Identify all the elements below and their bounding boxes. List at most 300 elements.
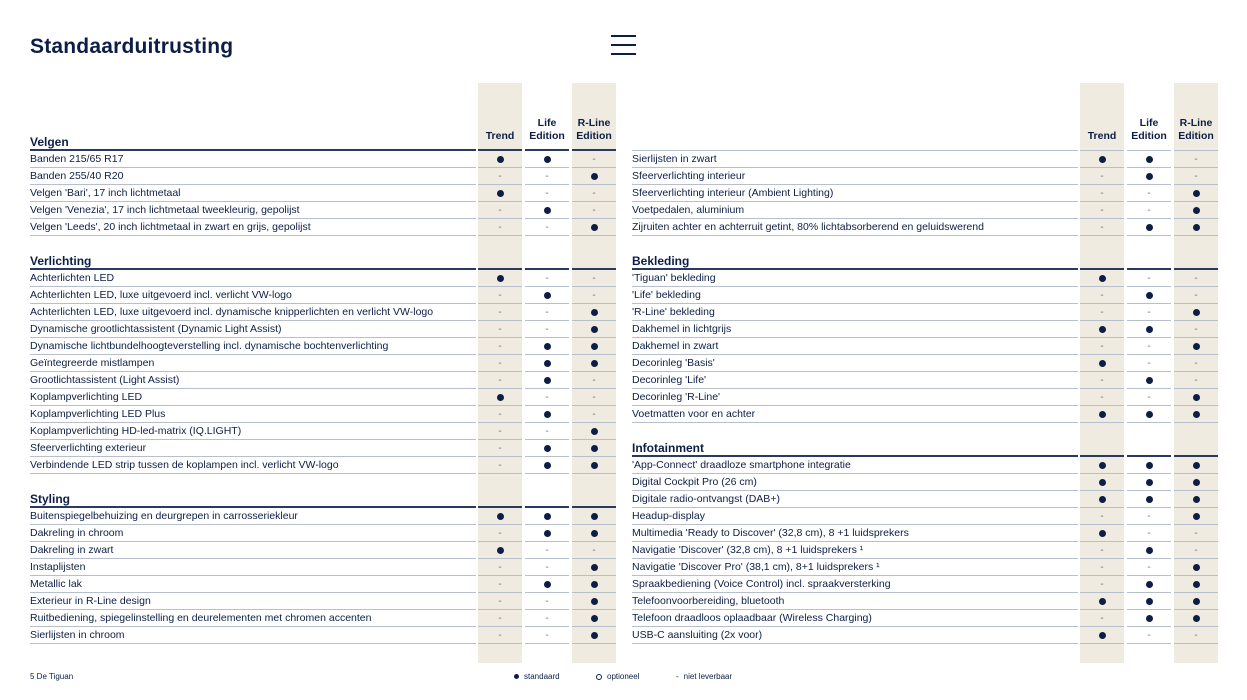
row-divider [632,286,1078,287]
row-divider [30,218,476,219]
not-available-dash: - [1100,307,1104,318]
filled-dot-icon [1099,530,1106,537]
equipment-label: Telefoon draadloos oplaadbaar (Wireless Charging) [632,612,872,624]
standard-dot-icon [525,338,569,355]
filled-dot-icon [1193,615,1200,622]
not-available-dash: - [1100,205,1104,216]
standard-dot-icon [1174,304,1218,321]
not-available-dash: - [545,324,549,335]
not-available-dash: - [498,613,502,624]
row-divider [30,575,476,576]
equipment-label: 'Tiguan' bekleding [632,272,716,284]
not-available-dash: - [498,341,502,352]
row-divider [30,388,476,389]
not-available-dash: - [1194,273,1198,284]
not-available-dash: - [1100,579,1104,590]
equipment-label: Instaplijsten [30,561,86,573]
dash-icon: - [676,672,679,681]
equipment-label: Achterlichten LED [30,272,115,284]
hamburger-menu-icon[interactable] [611,35,636,56]
not-available-dash: - [498,409,502,420]
standard-dot-icon [1080,491,1124,508]
standard-dot-icon [1174,406,1218,423]
standard-dot-icon [1127,576,1171,593]
equipment-label: Voetmatten voor en achter [632,408,756,420]
standard-dot-icon [1080,355,1124,372]
not-available-dash: - [498,579,502,590]
standard-dot-icon [525,525,569,542]
section-title: Verlichting [30,254,92,268]
row-divider [632,507,1078,508]
equipment-label: Dakreling in zwart [30,544,114,556]
filled-dot-icon [497,513,504,520]
equipment-label: Ruitbediening, spiegelinstelling en deurelementen met chromen accenten [30,612,372,624]
not-available-dash: - [498,324,502,335]
not-available-dash: - [498,171,502,182]
column-header-text: Edition [1178,130,1214,142]
equipment-label: Decorinleg 'Life' [632,374,707,386]
row-divider [632,235,1078,236]
filled-dot-icon [1146,547,1153,554]
not-available-dash: - [1194,630,1198,641]
filled-dot-icon [1193,411,1200,418]
standard-dot-icon [572,304,616,321]
not-available-dash: - [1147,562,1151,573]
not-available-dash: - [1194,545,1198,556]
row-divider [30,524,476,525]
row-divider [30,626,476,627]
standard-dot-icon [525,355,569,372]
equipment-label: Banden 255/40 R20 [30,170,124,182]
row-divider [30,541,476,542]
row-divider [30,320,476,321]
row-divider [632,371,1078,372]
equipment-label: Sierlijsten in zwart [632,153,717,165]
row-divider [30,149,476,151]
standard-dot-icon [1080,525,1124,542]
filled-dot-icon [1146,462,1153,469]
equipment-label: Koplampverlichting HD-led-matrix (IQ.LIGHT) [30,425,242,437]
standard-dot-icon [1174,491,1218,508]
not-available-dash: - [545,392,549,403]
filled-dot-icon [1099,632,1106,639]
column-header-text: Edition [1131,130,1167,142]
standard-dot-icon [1080,151,1124,168]
column-header-text: Life [1139,117,1159,129]
not-available-dash: - [1100,613,1104,624]
not-available-dash: - [592,545,596,556]
standard-dot-icon [572,627,616,644]
filled-dot-icon [1146,377,1153,384]
filled-dot-icon [591,513,598,520]
row-divider [632,524,1078,525]
filled-dot-icon [591,598,598,605]
column-header-trend [1079,83,1125,150]
filled-dot-icon [544,156,551,163]
equipment-label: Velgen 'Venezia', 17 inch lichtmetaal tweekleurig, gepolijst [30,204,300,216]
row-divider [30,354,476,355]
column-header-life-edition [1126,83,1172,150]
standard-dot-icon [478,508,522,525]
section-title: Velgen [30,135,69,149]
section-title: Bekleding [632,254,690,268]
not-available-dash: - [1147,511,1151,522]
filled-dot-icon [1193,598,1200,605]
not-available-dash: - [498,222,502,233]
page-footer: 5 De Tiguan [30,672,74,681]
filled-dot-icon [1193,479,1200,486]
row-divider [30,371,476,372]
not-available-dash: - [1100,562,1104,573]
column-header-text: R-Line [1179,117,1213,129]
standard-dot-icon [572,168,616,185]
row-divider [30,506,476,508]
standard-dot-icon [572,440,616,457]
not-available-dash: - [1100,290,1104,301]
open-circle-icon [596,674,602,680]
not-available-dash: - [1100,171,1104,182]
equipment-label: Decorinleg 'R-Line' [632,391,721,403]
standard-dot-icon [572,338,616,355]
row-divider [632,388,1078,389]
not-available-dash: - [498,460,502,471]
not-available-dash: - [592,409,596,420]
page-title: Standaarduitrusting [30,35,234,58]
equipment-label: Digital Cockpit Pro (26 cm) [632,476,757,488]
standard-dot-icon [478,151,522,168]
not-available-dash: - [1147,205,1151,216]
column-header-text: R-Line [577,117,611,129]
filled-dot-icon [1146,496,1153,503]
filled-dot-icon [591,462,598,469]
filled-dot-icon [1193,207,1200,214]
not-available-dash: - [545,222,549,233]
row-divider [632,558,1078,559]
filled-dot-icon [591,224,598,231]
equipment-label: Telefoonvoorbereiding, bluetooth [632,595,785,607]
standard-dot-icon [1080,321,1124,338]
equipment-label: Velgen 'Bari', 17 inch lichtmetaal [30,187,181,199]
filled-dot-icon [1099,360,1106,367]
filled-dot-icon [1099,156,1106,163]
equipment-label: Dynamische grootlichtassistent (Dynamic Light Assist) [30,323,282,335]
not-available-dash: - [498,630,502,641]
equipment-label: Achterlichten LED, luxe uitgevoerd incl. dynamische knipperlichten en verlicht VW-logo [30,306,434,318]
filled-dot-icon [1193,462,1200,469]
not-available-dash: - [545,630,549,641]
filled-dot-icon [544,445,551,452]
row-divider [632,473,1078,474]
equipment-label: Sfeerverlichting interieur (Ambient Lighting) [632,187,834,199]
standard-dot-icon [525,440,569,457]
not-available-dash: - [545,545,549,556]
filled-dot-icon [1193,309,1200,316]
standard-dot-icon [1127,287,1171,304]
standard-dot-icon [572,525,616,542]
row-divider [632,354,1078,355]
equipment-label: Voetpedalen, aluminium [632,204,745,216]
not-available-dash: - [1100,222,1104,233]
not-available-dash: - [1147,392,1151,403]
not-available-dash: - [498,307,502,318]
not-available-dash: - [498,205,502,216]
filled-dot-icon [591,581,598,588]
standard-dot-icon [1174,338,1218,355]
column-header-text: Edition [576,130,612,142]
row-divider [30,184,476,185]
standard-dot-icon [1127,474,1171,491]
row-divider [30,405,476,406]
row-divider [30,303,476,304]
equipment-label: Multimedia 'Ready to Discover' (32,8 cm), 8 +1 luidsprekers [632,527,909,539]
not-available-dash: - [498,562,502,573]
standard-dot-icon [525,576,569,593]
standard-dot-icon [1174,202,1218,219]
equipment-label: Navigatie 'Discover' (32,8 cm), 8 +1 luidsprekers ¹ [632,544,864,556]
column-header-trend [477,83,523,150]
filled-dot-icon [1099,411,1106,418]
filled-dot-icon [591,428,598,435]
not-available-dash: - [592,375,596,386]
row-divider [632,626,1078,627]
equipment-label: Metallic lak [30,578,82,590]
filled-dot-icon [544,513,551,520]
filled-dot-icon [497,275,504,282]
filled-dot-icon [1146,224,1153,231]
not-available-dash: - [1100,341,1104,352]
standard-dot-icon [1127,542,1171,559]
standard-dot-icon [478,270,522,287]
legend-niet-leverbaar: - niet leverbaar [676,672,733,681]
not-available-dash: - [545,562,549,573]
filled-dot-icon [1146,173,1153,180]
equipment-label: Zijruiten achter en achterruit getint, 80% lichtabsorberend en geluidswerend [632,221,984,233]
equipment-label: Spraakbediening (Voice Control) incl. spraakversterking [632,578,891,590]
filled-dot-icon [544,530,551,537]
not-available-dash: - [545,307,549,318]
standard-dot-icon [1174,559,1218,576]
not-available-dash: - [1194,324,1198,335]
filled-dot-icon [1146,581,1153,588]
not-available-dash: - [1100,188,1104,199]
standard-dot-icon [572,559,616,576]
standard-dot-icon [1080,593,1124,610]
row-divider [632,490,1078,491]
row-divider [30,473,476,474]
standard-dot-icon [525,151,569,168]
not-available-dash: - [1147,188,1151,199]
filled-dot-icon [591,343,598,350]
filled-dot-icon [1146,156,1153,163]
equipment-label: Dakhemel in zwart [632,340,719,352]
not-available-dash: - [1194,154,1198,165]
equipment-label: Koplampverlichting LED [30,391,143,403]
equipment-label: Dakreling in chroom [30,527,124,539]
standard-dot-icon [1127,372,1171,389]
filled-dot-icon [544,292,551,299]
legend-optioneel: optioneel [596,672,639,681]
standard-dot-icon [572,508,616,525]
filled-dot-icon [1146,598,1153,605]
equipment-label: Verbindende LED strip tussen de koplampen incl. verlicht VW-logo [30,459,339,471]
column-header-life-edition [524,83,570,150]
not-available-dash: - [498,375,502,386]
not-available-dash: - [1147,341,1151,352]
standard-dot-icon [1080,474,1124,491]
standard-dot-icon [1080,270,1124,287]
equipment-label: Dakhemel in lichtgrijs [632,323,732,335]
standard-dot-icon [1174,219,1218,236]
not-available-dash: - [545,596,549,607]
not-available-dash: - [592,392,596,403]
equipment-label: Sierlijsten in chroom [30,629,125,641]
not-available-dash: - [1194,290,1198,301]
row-divider [30,337,476,338]
section-title: Infotainment [632,441,704,455]
standard-dot-icon [1174,457,1218,474]
standard-dot-icon [1127,151,1171,168]
standard-dot-icon [525,457,569,474]
filled-dot-icon [544,377,551,384]
row-divider [30,643,476,644]
row-divider [30,167,476,168]
standard-dot-icon [1127,491,1171,508]
standard-dot-icon [1127,457,1171,474]
not-available-dash: - [545,188,549,199]
column-header-text: Life [537,117,557,129]
not-available-dash: - [1147,358,1151,369]
equipment-label: Digitale radio-ontvangst (DAB+) [632,493,780,505]
row-divider [30,456,476,457]
section-title: Styling [30,492,71,506]
standard-dot-icon [1174,610,1218,627]
filled-dot-icon [1193,581,1200,588]
filled-dot-icon [1099,496,1106,503]
equipment-label: Geïntegreerde mistlampen [30,357,155,369]
filled-dot-icon [591,615,598,622]
equipment-label: Achterlichten LED, luxe uitgevoerd incl. verlicht VW-logo [30,289,292,301]
standard-dot-icon [572,576,616,593]
filled-dot-icon [544,207,551,214]
filled-dot-icon [1193,190,1200,197]
standard-dot-icon [1080,457,1124,474]
row-divider [632,320,1078,321]
row-divider [632,541,1078,542]
standard-dot-icon [1080,406,1124,423]
not-available-dash: - [1194,358,1198,369]
filled-dot-icon [497,190,504,197]
row-divider [632,592,1078,593]
standard-dot-icon [572,321,616,338]
filled-dot-icon [591,173,598,180]
standard-dot-icon [525,372,569,389]
filled-dot-icon [591,360,598,367]
column-header-text: Trend [1087,130,1117,142]
equipment-label: USB-C aansluiting (2x voor) [632,629,763,641]
filled-dot-icon [1146,326,1153,333]
filled-dot-icon [544,411,551,418]
not-available-dash: - [1100,392,1104,403]
row-divider [632,405,1078,406]
not-available-dash: - [1147,630,1151,641]
not-available-dash: - [1194,528,1198,539]
filled-dot-icon [544,462,551,469]
row-divider [30,201,476,202]
row-divider [632,337,1078,338]
filled-dot-icon [1146,479,1153,486]
standard-dot-icon [572,593,616,610]
row-divider [632,150,1078,151]
standard-dot-icon [1127,168,1171,185]
standard-dot-icon [1174,508,1218,525]
equipment-label: Sfeerverlichting interieur [632,170,746,182]
filled-dot-icon [591,326,598,333]
standard-dot-icon [1127,406,1171,423]
standard-dot-icon [1127,219,1171,236]
equipment-label: Velgen 'Leeds', 20 inch lichtmetaal in zwart en grijs, gepolijst [30,221,311,233]
standard-dot-icon [525,406,569,423]
filled-dot-icon [591,530,598,537]
standard-dot-icon [572,219,616,236]
row-divider [30,235,476,236]
filled-dot-icon [591,309,598,316]
equipment-label: Koplampverlichting LED Plus [30,408,166,420]
filled-dot-icon [1193,496,1200,503]
row-divider [632,609,1078,610]
row-divider [632,218,1078,219]
row-divider [30,422,476,423]
standard-dot-icon [1127,593,1171,610]
filled-dot-icon [591,632,598,639]
filled-dot-icon [1099,326,1106,333]
filled-dot-icon [1146,411,1153,418]
row-divider [632,268,1078,270]
filled-dot-icon [1193,394,1200,401]
not-available-dash: - [592,154,596,165]
standard-dot-icon [525,508,569,525]
standard-dot-icon [1127,321,1171,338]
equipment-label: Banden 215/65 R17 [30,153,124,165]
not-available-dash: - [592,188,596,199]
not-available-dash: - [498,528,502,539]
standard-dot-icon [572,610,616,627]
standard-dot-icon [1174,474,1218,491]
filled-dot-icon [1146,615,1153,622]
equipment-label: Grootlichtassistent (Light Assist) [30,374,180,386]
standard-dot-icon [525,287,569,304]
row-divider [632,303,1078,304]
not-available-dash: - [545,613,549,624]
filled-dot-icon [497,547,504,554]
filled-dot-icon [1193,224,1200,231]
not-available-dash: - [592,273,596,284]
row-divider [632,643,1078,644]
row-divider [30,558,476,559]
filled-dot-icon [514,674,519,679]
equipment-label: Headup-display [632,510,705,522]
row-divider [632,201,1078,202]
standard-dot-icon [478,389,522,406]
not-available-dash: - [592,290,596,301]
equipment-label: 'App-Connect' draadloze smartphone integratie [632,459,851,471]
filled-dot-icon [497,156,504,163]
row-divider [632,422,1078,423]
equipment-label: Exterieur in R-Line design [30,595,151,607]
column-header-rline-edition [571,83,617,150]
equipment-label: Dynamische lichtbundelhoogteverstelling incl. dynamische bochtenverlichting [30,340,389,352]
column-header-text: Trend [485,130,515,142]
standard-dot-icon [478,185,522,202]
